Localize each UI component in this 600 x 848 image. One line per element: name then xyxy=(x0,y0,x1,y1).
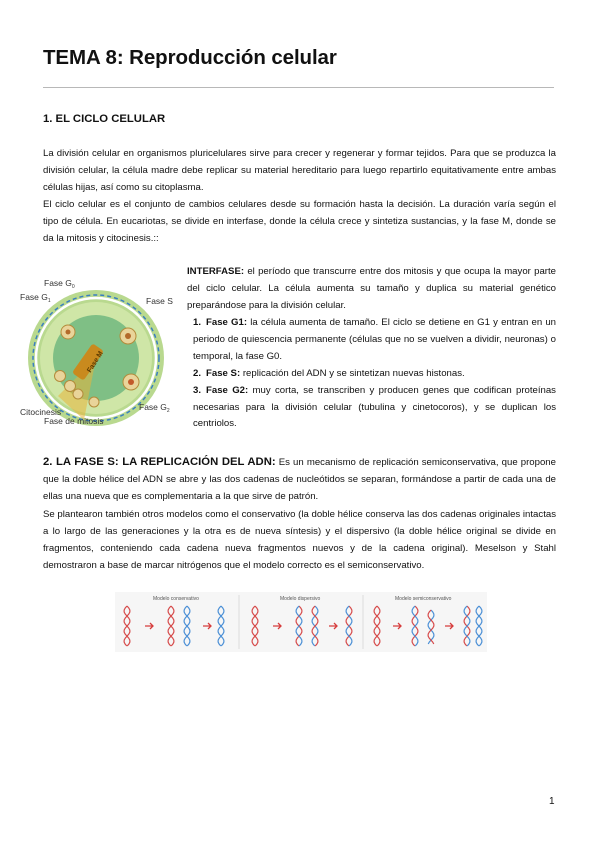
label-fase-s: Fase S xyxy=(146,296,173,306)
model-title-conservativo: Modelo conservativo xyxy=(153,596,199,602)
interfase-text: el período que transcurre entre dos mitosis y que ocupa la mayor parte del ciclo celular. La célula aumenta su tamaño y duplica su material genético preparándose para la división celular. xyxy=(187,266,556,311)
replication-models-figure xyxy=(115,592,487,652)
nucleus-icon xyxy=(128,379,134,385)
cell-cycle-diagram xyxy=(18,278,178,426)
model-title-semiconservativo: Modelo semiconservativo xyxy=(395,596,452,602)
label-fase-g0: Fase $G_0$ xyxy=(44,278,75,290)
cell-icon xyxy=(55,371,66,382)
interfase-paragraph xyxy=(187,264,556,315)
title-divider xyxy=(43,87,554,88)
list-item: 1. Fase G1: la célula aumenta de tamaño. El ciclo se detiene en G1 y entran en un periodo de quiescencia permanente (células que no se vuelven a dividir, neuronas) o temporal, la fase G0. xyxy=(193,317,557,362)
section1-paragraph-1: La división celular en organismos pluricelulares sirve para crecer y regenerar y formar tejidos. Para que se produzca la división celular, la célula madre debe replicar su material hereditario para luego repartirlo equitativamente entre ambas células hijas, así como su citoplasma. xyxy=(43,148,556,193)
section1-heading: 1. EL CICLO CELULAR xyxy=(43,113,166,125)
cell-icon xyxy=(73,389,83,399)
nucleus-icon xyxy=(125,333,131,339)
page-title: TEMA 8: Reproducción celular xyxy=(43,46,337,69)
label-citocinesis: Citocinesis xyxy=(20,407,62,417)
label-fase-mitosis: Fase de mitosis xyxy=(44,416,104,426)
section2-heading: 2. LA FASE S: LA REPLICACIÓN DEL ADN: xyxy=(43,456,276,468)
label-fase-g2: Fase $G_2$ xyxy=(139,402,170,414)
list-item: 3. Fase G2: muy corta, se transcriben y producen genes que codifican proteínas necesarias para la división celular (tubulina y cinetocoros), y se duplican los centriolos. xyxy=(193,384,556,430)
cell-icon xyxy=(89,397,99,407)
m-phase-label: Fase M xyxy=(86,350,105,375)
label-fase-g1: Fase $G_1$ xyxy=(20,292,51,304)
list-item: 2. Fase S: replicación del ADN y se sintetizan nuevas histonas. xyxy=(193,367,465,379)
section2-paragraph-1: 2. LA FASE S: LA REPLICACIÓN DEL ADN: Es un mecanismo de replicación semiconservativa, que propone que la doble hélice del ADN se abre y las dos cadenas de nucleótidos se separan, formándose a partir de cada una de ellas una nueva que es complementaria a la que sirve de patrón. xyxy=(43,456,556,502)
interfase-label: INTERFASE: xyxy=(187,266,245,277)
model-title-dispersivo: Modelo dispersivo xyxy=(280,596,321,602)
phase-list xyxy=(187,315,556,433)
cell-icon xyxy=(65,381,76,392)
page-number: 1 xyxy=(549,796,555,807)
section2-paragraph-2: Se plantearon también otros modelos como el conservativo (la doble hélice conserva las dos cadenas originales intactas a lo largo de las generaciones y la otra es de nueva síntesis) y el dispersivo (la doble hélice original se divide en fragmentos, conteniendo cada cadena nueva fragmentos nuevos y de la cadena original). Meselson y Stahl demostraron a base de marcar nitrógenos que el modelo correcto es el semiconservativo. xyxy=(43,509,556,571)
nucleus-icon xyxy=(66,330,71,335)
section1-paragraph-2: El ciclo celular es el conjunto de cambios celulares desde su formación hasta la decisión. La duración varía según el tipo de célula. En eucariotas, se divide en interfase, donde la célula crece y sintetiza sustancias, y la fase M, donde se da la mitosis y citocinesis.:: xyxy=(43,199,556,244)
